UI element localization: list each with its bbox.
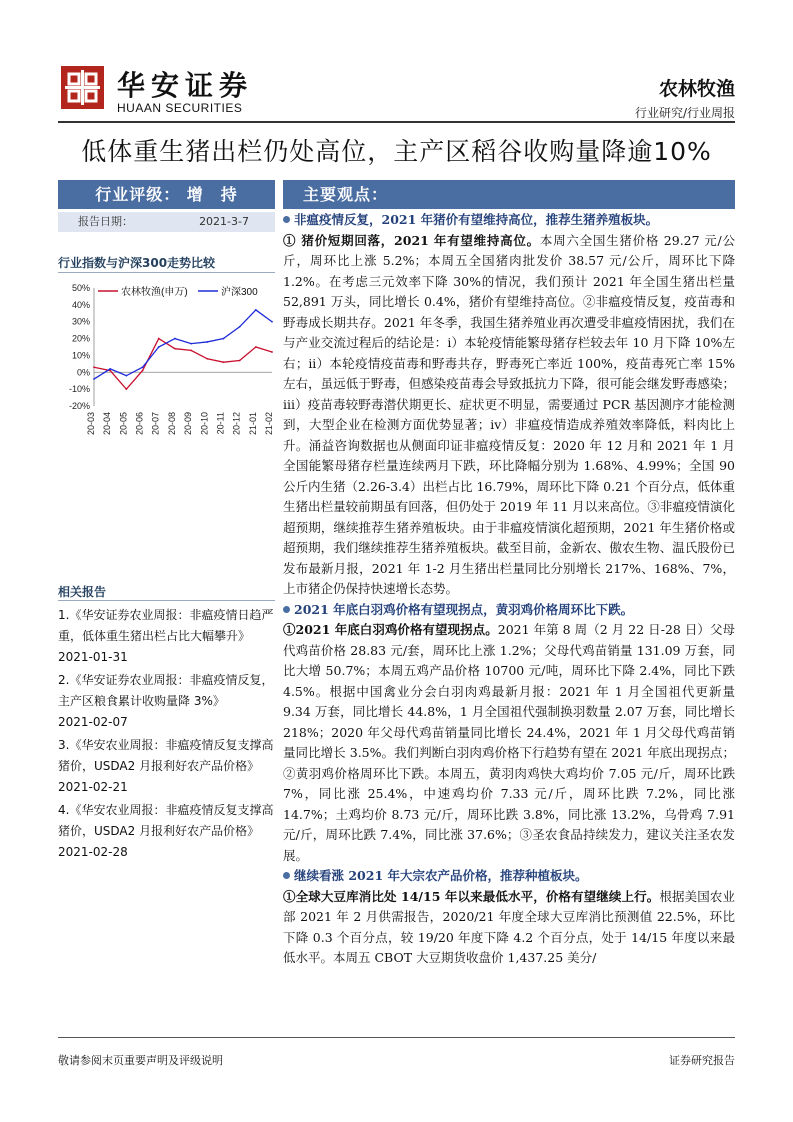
section-heading xyxy=(283,210,735,231)
key-points-body xyxy=(283,210,735,969)
data-point xyxy=(142,370,144,372)
data-point xyxy=(206,358,208,360)
index-comparison-chart xyxy=(58,278,278,443)
x-tick-label: 20-03 xyxy=(86,412,96,436)
paragraph-lead: ①2021 年底白羽鸡价格有望现拐点。 xyxy=(283,622,498,637)
paragraph-lead: ①全球大豆库消比处 14/15 年以来最低水平，价格有望继续上行。 xyxy=(283,888,660,904)
related-report[interactable] xyxy=(58,735,280,798)
data-point xyxy=(255,346,257,348)
related-reports-title: 相关报告 xyxy=(58,585,107,599)
data-point xyxy=(239,326,241,328)
x-tick-label: 20-08 xyxy=(166,412,177,436)
series-line xyxy=(94,339,272,390)
related-report-title: 4.《华安农业周报：非瘟疫情反复支撑高猪价，USDA2 月报利好农产品价格》 xyxy=(58,803,274,838)
data-point xyxy=(158,346,160,348)
data-point xyxy=(93,366,95,368)
related-report-date: 2021-01-31 xyxy=(58,650,128,664)
data-point xyxy=(255,309,257,311)
section-heading xyxy=(283,600,735,621)
chart-title: 行业指数与沪深300走势比较 xyxy=(58,256,216,270)
data-point xyxy=(93,378,95,380)
data-point xyxy=(125,388,127,390)
data-point xyxy=(223,361,225,363)
logo-chinese: 华安证券 xyxy=(117,69,254,102)
related-reports-divider xyxy=(58,600,275,601)
data-point xyxy=(125,375,127,377)
section-heading-text: 继续看涨 2021 年大宗农产品价格，推荐种植板块。 xyxy=(294,868,588,883)
related-report[interactable] xyxy=(58,800,280,863)
related-report-title: 1.《华安证券农业周报：非瘟疫情日趋严重，低体重生猪出栏占比大幅攀升》 xyxy=(58,608,274,643)
x-tick-label: 20-04 xyxy=(102,412,113,436)
related-report-date: 2021-02-21 xyxy=(58,780,128,794)
x-tick-label: 20-05 xyxy=(118,412,129,436)
report-type: 行业研究/行业周报 xyxy=(634,106,735,120)
x-tick-label: 20-11 xyxy=(215,412,226,435)
chart-title-divider xyxy=(58,272,275,273)
x-tick-label: 20-07 xyxy=(150,412,161,436)
section-heading-text: 非瘟疫情反复，2021 年猪价有望维持高位，推荐生猪养殖板块。 xyxy=(294,212,659,227)
related-reports-list xyxy=(58,605,280,865)
bullet-icon xyxy=(283,606,290,613)
data-point xyxy=(109,368,111,370)
section-paragraph xyxy=(283,620,735,866)
related-report-title: 3.《华安农业周报：非瘟疫情反复支撑高猪价，USDA2 月报利好农产品价格》 xyxy=(58,738,274,773)
data-point xyxy=(142,366,144,368)
related-report-date: 2021-02-28 xyxy=(58,845,128,859)
y-tick-label: 10% xyxy=(71,350,90,361)
data-point xyxy=(174,348,176,350)
data-point xyxy=(239,360,241,362)
data-point xyxy=(174,338,176,340)
paragraph-text: 根据美国农业部 2021 年 2 月供需报告，2020/21 年度全球大豆库消比预测值 22.5%，环比下降 0.3 个百分点，较 19/20 年度下降 4.2 个百分点，处于 14/15 年度以来最低水平。本周五 CBOT 大豆期货收盘价 1,437.25 美分/ xyxy=(283,888,735,965)
data-point xyxy=(190,349,192,351)
y-tick-label: -10% xyxy=(68,384,90,395)
data-point xyxy=(158,338,160,340)
x-tick-label: 20-10 xyxy=(199,412,210,436)
data-point xyxy=(271,321,273,323)
related-report-date: 2021-02-07 xyxy=(58,715,128,729)
industry-rating: 行业评级： 增 持 xyxy=(58,180,275,209)
paragraph-text: 2021 年第 8 周（2 月 22 日-28 日）父母代鸡苗价格 28.83 元/套，周环比上涨 1.2%；父母代鸡苗销量 131.09 万套，同比大增 50.7%；本周五鸡产品价格 10700 元/吨，周环比下降 2.4%，同比下跌 4.5%。根据中国禽业分会白羽肉鸡最新月报：2021 年 1 月全国祖代更新量 9.34 万套，同比增长 44.8%，1 月全国祖代强制换羽数量 2.07 万套，同比增长 218%；2020 年父母代鸡苗销量同比增长 24.4%，2021 年 1 月父母代鸡苗销量同比增长 3.5%。我们判断白羽肉鸡价格下行趋势有望在 2021 年底出现拐点；②黄羽鸡价格周环比下跌。本周五，黄羽肉鸡快大鸡均价 7.05 元/斤，周环比跌 7%，同比涨 25.4%，中速鸡均价 7.33 元/斤，周环比跌 7.2%，同比涨 14.7%；土鸡均价 8.73 元/斤，周环比跌 3.8%，同比涨 13.2%，乌骨鸡 7.91 元/斤，周环比跌 7.4%，同比涨 37.6%；③圣农食品持续发力，建议关注圣农发展。 xyxy=(283,622,735,863)
legend-label: 沪深300 xyxy=(221,287,258,298)
header-divider xyxy=(58,121,735,123)
x-tick-label: 20-12 xyxy=(231,412,242,436)
section-paragraph xyxy=(283,231,735,600)
y-tick-label: 0% xyxy=(76,367,90,378)
y-tick-label: 40% xyxy=(71,299,90,310)
related-report[interactable] xyxy=(58,670,280,733)
bullet-icon xyxy=(283,872,290,879)
logo-english: HUAAN SECURITIES xyxy=(117,101,243,115)
section-heading-text: 2021 年底白羽鸡价格有望现拐点，黄羽鸡价格周环比下跌。 xyxy=(294,601,634,617)
y-tick-label: -20% xyxy=(68,401,90,411)
bullet-icon xyxy=(283,216,290,223)
sector-name: 农林牧渔 xyxy=(658,78,735,100)
related-report-title: 2.《华安证券农业周报：非瘟疫情反复，主产区粮食累计收购量降 3%》 xyxy=(58,673,274,708)
x-tick-label: 21-02 xyxy=(264,412,274,436)
x-tick-label: 21-01 xyxy=(247,412,258,436)
series-line xyxy=(94,310,272,379)
data-point xyxy=(223,338,225,340)
key-points-heading: 主要观点： xyxy=(283,180,735,209)
report-date-label: 报告日期： xyxy=(78,215,133,228)
footer-label: 证券研究报告 xyxy=(669,1054,735,1067)
x-tick-label: 20-06 xyxy=(134,412,145,436)
footer-divider xyxy=(58,1037,735,1038)
report-date-value: 2021-3-7 xyxy=(199,215,249,228)
disclaimer-note: 敬请参阅末页重要声明及评级说明 xyxy=(58,1054,223,1067)
y-tick-label: 20% xyxy=(71,333,90,344)
data-point xyxy=(190,343,192,345)
data-point xyxy=(271,351,273,353)
section-heading xyxy=(283,866,735,887)
report-title: 低体重生猪出栏仍处高位，主产区稻谷收购量降逾10% xyxy=(81,137,712,166)
related-report[interactable] xyxy=(58,605,280,668)
paragraph-text: 本周六全国生猪价格 29.27 元/公斤，周环比上涨 5.2%；本周五全国猪肉批发价 38.57 元/公斤，周环比下降 1.2%。在考虑三元效率下降 30%的情况，我们预计 2021 年全国生猪出栏量 52,891 万头，同比增长 0.4%，猪价有望维持高位。②非瘟疫情反复，疫苗毒和野毒成长期共存。2021 年冬季，我国生猪养殖业再次遭受非瘟疫情困扰，我们在与产业交流过程后的结论是：i）本轮疫情能繁母猪存栏较去年 10 月下降 10%左右；ii）本轮疫情疫苗毒和野毒共存，野毒死亡率近 100%，疫苗毒死亡率 15%左右，虽远低于野毒，但感染疫苗毒会导致抵抗力下降，很可能会继发野毒感染；iii）疫苗毒较野毒潜伏期更长、症状更不明显，需要通过 PCR 基因测序才能检测到，大型企业在检测方面优势显著；iv）非瘟疫情造成养殖效率降低，料肉比上升。涌益咨询数据也从侧面印证非瘟疫情反复：2020 年 12 月和 2021 年 1 月全国能繁母猪存栏量连续两月下跌，环比降幅分别为 1.68%、4.99%；全国 90 公斤内生猪（2.26-3.4）出栏占比 16.79%，周环比下降 0.21 个百分点，低体重生猪出栏量较前期虽有回落，但仍处于 2019 年 11 月以来高位。③非瘟疫情演化超预期，继续推荐生猪养殖板块。由于非瘟疫情演化超预期，2021 年生猪价格或超预期，我们继续推荐生猪养殖板块。截至目前，金新农、傲农生物、温氏股份已发布最新月报，2021 年 1-2 月生猪出栏量同比分别增长 217%、168%、7%，上市猪企仍保持快速增长态势。 xyxy=(283,232,735,596)
y-tick-label: 50% xyxy=(71,283,90,293)
x-tick-label: 20-09 xyxy=(183,412,194,436)
logo-seal xyxy=(61,66,104,109)
report-date xyxy=(58,212,275,232)
data-point xyxy=(206,341,208,343)
y-tick-label: 30% xyxy=(71,316,90,327)
paragraph-lead: ① 猪价短期回落，2021 年有望维持高位。 xyxy=(283,232,540,248)
legend-label: 农林牧渔(申万) xyxy=(121,287,188,298)
section-paragraph xyxy=(283,887,735,969)
